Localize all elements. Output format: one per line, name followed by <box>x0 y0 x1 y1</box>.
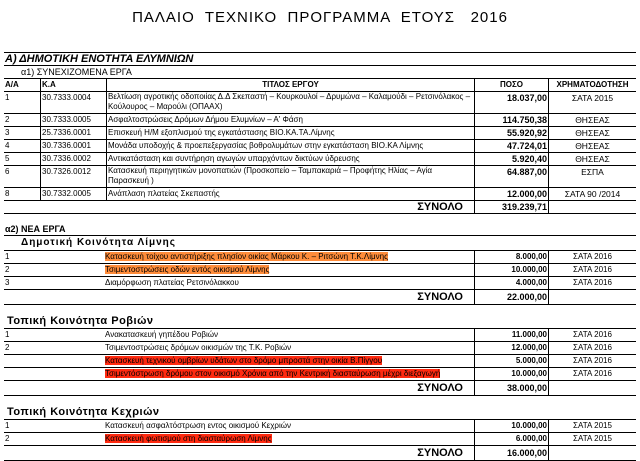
total-continuing-row <box>4 201 636 214</box>
total-funding-cell <box>548 446 636 460</box>
community-heading-row <box>4 236 636 251</box>
row-aa <box>4 368 40 380</box>
total-label: ΣΥΝΟΛΟ <box>417 382 463 394</box>
row-aa: 8 <box>5 189 10 198</box>
table-row <box>4 264 636 277</box>
row-title: Τσιμεντοστρώσεις οδών εντός οικισμού Λίμνης <box>105 265 270 274</box>
spacer <box>4 305 636 314</box>
row-aa: 4 <box>5 141 10 150</box>
row-amount: 4.000,00 <box>474 277 548 289</box>
table-row <box>4 355 636 368</box>
row-aa: 2 <box>5 265 10 274</box>
row-title: Αντικατάσταση και συντήρηση αγωγών υπαρχόντων δικτύων ύδρευσης <box>106 153 474 165</box>
row-funding: ΘΗΣΕΑΣ <box>548 127 636 139</box>
table-row <box>4 342 636 355</box>
row-title: Ασφαλτοστρώσεις Δρόμων Δήμου Ελυμνίων – Α' Φάση <box>106 114 474 126</box>
row-title-cell <box>104 368 472 380</box>
total-funding-cell <box>548 381 636 395</box>
row-title: Κατασκευή φωτισμού στη διασταύρωση Λίμνης <box>105 434 272 443</box>
row-title: Κατασκευή τεχνικού ομβρίων υδάτων στο δρόμο μπροστά στην οικία Β.Πίγγου <box>105 356 383 365</box>
row-funding: ΣΑΤΑ 2016 <box>548 277 636 289</box>
table-row <box>4 251 636 264</box>
row-funding: ΣΑΤΑ 2016 <box>548 355 636 367</box>
row-amount: 5.920,40 <box>474 153 548 165</box>
table-row <box>4 166 636 188</box>
row-funding: ΘΗΣΕΑΣ <box>548 153 636 165</box>
community-total-row <box>4 381 636 396</box>
total-label: ΣΥΝΟΛΟ <box>417 447 463 459</box>
header-funding: ΧΡΗΜΑΤΟΔΟΤΗΣΗ <box>548 79 636 91</box>
row-amount: 6.000,00 <box>474 433 548 445</box>
row-title: Μονάδα υποδοχής & προεπεξεργασίας βοθρολυμάτων στην εγκατάσταση ΒΙΟ.ΚΑ Λίμνης <box>106 140 474 152</box>
table-header-row <box>4 79 636 92</box>
section-a-row <box>4 53 636 66</box>
row-title-cell <box>104 251 472 263</box>
table-row <box>4 420 636 433</box>
row-title-cell <box>104 329 472 341</box>
works-table <box>4 52 636 461</box>
row-amount: 10.000,00 <box>474 420 548 432</box>
header-aa: Α/Α <box>5 80 19 89</box>
continuing-works-list <box>4 92 636 201</box>
row-amount: 8.000,00 <box>474 251 548 263</box>
row-ka: 25.7336.0001 <box>40 127 106 139</box>
total-funding-cell <box>548 201 636 213</box>
row-title: Κατασκευή τοίχου αντιστήριξης πλησίον οικίας Μάρκου Κ. – Ριτσώνη Τ.Κ.Λίμνης <box>105 252 388 261</box>
table-row <box>4 114 636 127</box>
row-aa: 3 <box>5 278 10 287</box>
row-title: Επισκευή Η/Μ εξοπλισμού της εγκατάστασης ΒΙΟ.ΚΑ.ΤΑ.Λίμνης <box>106 127 474 139</box>
table-row <box>4 329 636 342</box>
row-title: Ανάπλαση πλατείας Σκεπαστής <box>106 188 474 200</box>
table-row <box>4 277 636 290</box>
row-aa: 3 <box>5 128 10 137</box>
community-heading-row <box>4 405 636 420</box>
community-heading-row <box>4 314 636 329</box>
new-works-communities <box>4 236 636 461</box>
table-row <box>4 368 636 381</box>
row-funding: ΣΑΤΑ 2015 <box>548 420 636 432</box>
row-title: Διαμόρφωση πλατείας Ρετσινόλακκου <box>105 278 239 287</box>
row-title-cell <box>104 355 472 367</box>
row-amount: 18.037,00 <box>474 92 548 113</box>
row-ka: 30.7326.0012 <box>40 166 106 187</box>
community-total-value: 22.000,00 <box>474 290 548 304</box>
row-amount: 114.750,38 <box>474 114 548 126</box>
row-title-cell <box>104 433 472 445</box>
row-title: Ανακατασκευή γηπέδου Ροβιών <box>105 330 219 339</box>
table-row <box>4 188 636 201</box>
community-name: Δημοτική Κοινότητα Λίμνης <box>21 237 176 248</box>
row-ka: 30.7333.0004 <box>40 92 106 113</box>
row-title: Κατασκευή περιηγητικών μονοπατιών (Προσκοπείο – Ταμπακαριά – Προφήτης Ηλίας – Αγία Παρασκευή ) <box>106 166 474 187</box>
row-funding: ΘΗΣΕΑΣ <box>548 140 636 152</box>
header-amount: ΠΟΣΟ <box>474 79 548 91</box>
row-ka: 30.7336.0001 <box>40 140 106 152</box>
community-total-row <box>4 290 636 305</box>
row-amount: 10.000,00 <box>474 264 548 276</box>
row-amount: 11.000,00 <box>474 329 548 341</box>
community-total-value: 16.000,00 <box>474 446 548 460</box>
community-name: Τοπική Κοινότητα Ροβιών <box>7 315 154 327</box>
row-funding: ΕΣΠΑ <box>548 166 636 187</box>
row-title: Κατασκευή ασφαλτόστρωση εντος οικισμού Κεχριών <box>105 421 291 430</box>
row-ka: 30.7332.0005 <box>40 188 106 200</box>
row-title: Βελτίωση αγροτικής οδοποιίας Δ.Δ Σκεπαστή – Κουρκουλοί – Δρυμώνα – Καλαμούδι – Ρετσινόλακος – Κούλουρος – Μαρούλι (ΟΠΑΑΧ) <box>106 92 474 113</box>
row-ka: 30.7333.0005 <box>40 114 106 126</box>
spacer <box>4 396 636 405</box>
row-amount: 10.000,00 <box>474 368 548 380</box>
row-funding: ΣΑΤΑ 2015 <box>548 433 636 445</box>
row-funding: ΣΑΤΑ 90 /2014 <box>548 188 636 200</box>
total-label: ΣΥΝΟΛΟ <box>417 291 463 303</box>
row-amount: 64.887,00 <box>474 166 548 187</box>
header-ka: Κ.Α <box>40 79 106 91</box>
row-amount: 47.724,01 <box>474 140 548 152</box>
row-aa <box>4 355 40 367</box>
subsection-a2-row <box>4 223 636 236</box>
row-aa: 1 <box>5 93 10 102</box>
row-funding: ΣΑΤΑ 2015 <box>548 92 636 113</box>
row-funding: ΣΑΤΑ 2016 <box>548 368 636 380</box>
table-row <box>4 433 636 446</box>
row-aa: 1 <box>5 330 10 339</box>
community-name: Τοπική Κοινότητα Κεχριών <box>7 406 160 418</box>
community-total-value: 38.000,00 <box>474 381 548 395</box>
row-title: Τσιμεντοστρώσεις δρόμων οικισμών της Τ.Κ. Ροβιών <box>105 343 292 352</box>
row-title-cell <box>104 264 472 276</box>
section-a-heading: Α) ΔΗΜΟΤΙΚΗ ΕΝΟΤΗΤΑ ΕΛΥΜΝΙΩΝ <box>5 53 194 65</box>
table-row <box>4 127 636 140</box>
row-funding: ΣΑΤΑ 2016 <box>548 329 636 341</box>
subsection-a2-heading: α2) ΝΕΑ ΕΡΓΑ <box>5 224 66 234</box>
subsection-a1-row <box>4 66 636 79</box>
table-row <box>4 153 636 166</box>
row-aa: 1 <box>5 421 10 430</box>
row-funding: ΣΑΤΑ 2016 <box>548 264 636 276</box>
subsection-a1-heading: α1) ΣΥΝΕΧΙΖΟΜΕΝΑ ΕΡΓΑ <box>21 67 132 77</box>
document-title: ΠΑΛΑΙΟ ΤΕΧΝΙΚΟ ΠΡΟΓΡΑΜΜΑ ΕΤΟΥΣ 2016 <box>132 9 508 26</box>
total-label: ΣΥΝΟΛΟ <box>417 201 463 213</box>
row-funding: ΣΑΤΑ 2016 <box>548 342 636 354</box>
row-title-cell <box>104 420 472 432</box>
row-amount: 12.000,00 <box>474 188 548 200</box>
row-aa: 2 <box>5 434 10 443</box>
row-amount: 5.000,00 <box>474 355 548 367</box>
row-ka: 30.7336.0002 <box>40 153 106 165</box>
community-total-row <box>4 446 636 461</box>
row-aa: 2 <box>5 115 10 124</box>
spacer <box>4 214 636 223</box>
row-aa: 1 <box>5 252 10 261</box>
row-aa: 5 <box>5 154 10 163</box>
row-funding: ΘΗΣΕΑΣ <box>548 114 636 126</box>
row-title-cell <box>104 277 472 289</box>
total-continuing-value: 319.239,71 <box>474 201 548 213</box>
row-funding: ΣΑΤΑ 2016 <box>548 251 636 263</box>
row-title-cell <box>104 342 472 354</box>
row-title: Τσιμεντόστρωση δρόμου στον οικισμό Χρόνια από την Κεντρική διασταύρωση μέχρι διεξαγωγή <box>105 369 441 378</box>
row-aa: 2 <box>5 343 10 352</box>
total-funding-cell <box>548 290 636 304</box>
row-amount: 12.000,00 <box>474 342 548 354</box>
row-amount: 55.920,92 <box>474 127 548 139</box>
row-aa: 6 <box>5 167 10 176</box>
table-row <box>4 92 636 114</box>
header-title: ΤΙΤΛΟΣ ΕΡΓΟΥ <box>106 79 474 91</box>
table-row <box>4 140 636 153</box>
